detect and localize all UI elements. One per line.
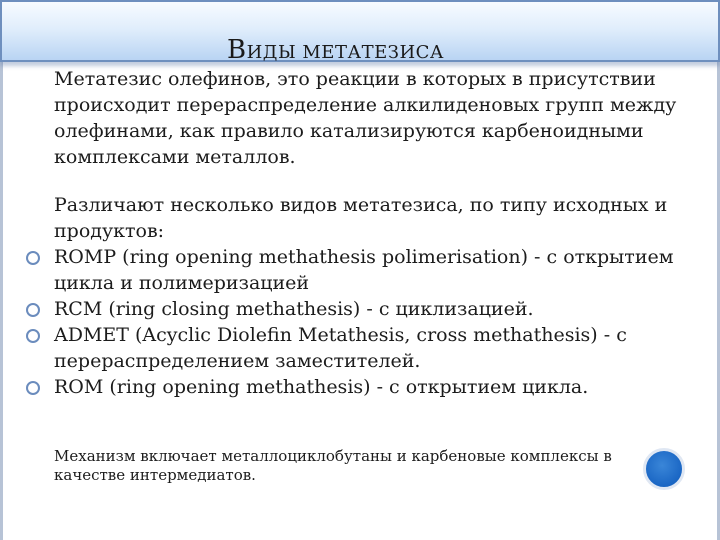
list-item-text: ROM (ring opening methathesis) - с открытием цикла.: [54, 376, 589, 398]
slide-frame-right: [712, 62, 720, 540]
list-item-rom: [54, 374, 694, 400]
list-item-text: ADMET (Acyclic Diolefin Metathesis, cross methathesis) - с перераспределением заместителей.: [54, 324, 627, 372]
bullet-circle-icon: [26, 303, 40, 317]
title-bar: [0, 0, 720, 65]
list-item-admet: [54, 322, 694, 374]
metathesis-types-list: [54, 244, 694, 400]
list-item-romp: [54, 244, 694, 296]
slide-title-rest: ИДЫ МЕТАТЕЗИСА: [246, 42, 445, 63]
intro-paragraph: Метатезис олефинов, это реакции в которых в присутствии происходит перераспределение алкилиденовых групп между олефинами, как правило катализируются карбеноидными комплексами металлов.: [54, 68, 677, 168]
mechanism-note: Механизм включает металлоциклобутаны и карбеновые комплексы в качестве интермедиатов.: [54, 447, 612, 484]
list-item-text: ROMP (ring opening methathesis polimerisation) - с открытием цикла и полимеризацией: [54, 246, 674, 294]
slide-title: [227, 28, 444, 66]
list-item-text: RCM (ring closing methathesis) - с циклизацией.: [54, 298, 534, 320]
slide-title-capital: В: [227, 35, 247, 65]
bullet-circle-icon: [26, 251, 40, 265]
bullet-circle-icon: [26, 329, 40, 343]
types-intro-paragraph: Различают несколько видов метатезиса, по типу исходных и продуктов:: [54, 194, 668, 242]
list-item-rcm: [54, 296, 694, 322]
bullet-circle-icon: [26, 381, 40, 395]
blue-circle-icon: [643, 448, 685, 490]
slide-body: [54, 66, 694, 400]
slide-frame-left: [0, 62, 40, 540]
